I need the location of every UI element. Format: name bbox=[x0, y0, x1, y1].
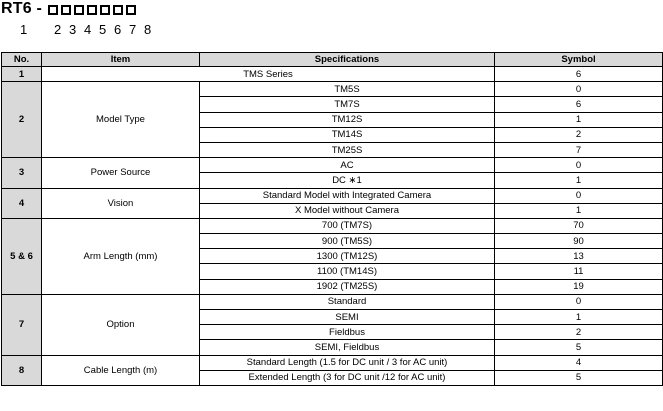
spec-cell: AC bbox=[200, 158, 495, 173]
spec-cell: Extended Length (3 for DC unit /12 for AC unit) bbox=[200, 370, 495, 385]
item-cell: Power Source bbox=[42, 158, 200, 188]
symbol-cell: 0 bbox=[495, 294, 663, 309]
spec-cell: TM14S bbox=[200, 127, 495, 142]
spec-cell: TMS Series bbox=[42, 67, 495, 82]
item-cell: Model Type bbox=[42, 82, 200, 158]
position-label: 6 bbox=[114, 22, 122, 37]
row-number: 4 bbox=[2, 188, 42, 218]
spec-table bbox=[1, 52, 663, 386]
spec-cell: 1300 (TM12S) bbox=[200, 249, 495, 264]
symbol-cell: 7 bbox=[495, 142, 663, 157]
symbol-cell: 19 bbox=[495, 279, 663, 294]
symbol-cell: 11 bbox=[495, 264, 663, 279]
model-code bbox=[1, 0, 138, 18]
symbol-cell: 0 bbox=[495, 158, 663, 173]
spec-cell: X Model without Camera bbox=[200, 203, 495, 218]
item-cell: Cable Length (m) bbox=[42, 355, 200, 385]
row-number: 3 bbox=[2, 158, 42, 188]
code-boxes bbox=[48, 5, 138, 15]
spec-cell: Standard Length (1.5 for DC unit / 3 for AC unit) bbox=[200, 355, 495, 370]
table-row bbox=[2, 82, 663, 97]
row-number: 5 & 6 bbox=[2, 218, 42, 294]
row-number: 7 bbox=[2, 294, 42, 355]
code-box bbox=[48, 5, 58, 15]
position-label: 2 bbox=[54, 22, 62, 37]
item-cell: Arm Length (mm) bbox=[42, 218, 200, 294]
column-header-specifications: Specifications bbox=[200, 53, 495, 67]
position-label: 8 bbox=[144, 22, 152, 37]
code-box bbox=[74, 5, 84, 15]
code-box bbox=[87, 5, 97, 15]
symbol-cell: 1 bbox=[495, 112, 663, 127]
table-row bbox=[2, 188, 663, 203]
table-row bbox=[2, 158, 663, 173]
table-row bbox=[2, 218, 663, 233]
symbol-cell: 6 bbox=[495, 67, 663, 82]
column-header-symbol: Symbol bbox=[495, 53, 663, 67]
column-header-no: No. bbox=[2, 53, 42, 67]
symbol-cell: 6 bbox=[495, 97, 663, 112]
symbol-cell: 5 bbox=[495, 370, 663, 385]
symbol-cell: 1 bbox=[495, 310, 663, 325]
spec-cell: 700 (TM7S) bbox=[200, 218, 495, 233]
row-number: 2 bbox=[2, 82, 42, 158]
item-cell: Vision bbox=[42, 188, 200, 218]
code-box bbox=[61, 5, 71, 15]
column-header-item: Item bbox=[42, 53, 200, 67]
symbol-cell: 4 bbox=[495, 355, 663, 370]
table-row bbox=[2, 355, 663, 370]
symbol-cell: 70 bbox=[495, 218, 663, 233]
spec-cell: 1100 (TM14S) bbox=[200, 264, 495, 279]
code-box bbox=[100, 5, 110, 15]
table-body bbox=[2, 67, 663, 386]
spec-cell: TM5S bbox=[200, 82, 495, 97]
spec-cell: 900 (TM5S) bbox=[200, 234, 495, 249]
spec-cell: Fieldbus bbox=[200, 325, 495, 340]
position-label: 3 bbox=[69, 22, 77, 37]
table-row bbox=[2, 67, 663, 82]
row-number: 8 bbox=[2, 355, 42, 385]
symbol-cell: 0 bbox=[495, 188, 663, 203]
position-label: 5 bbox=[99, 22, 107, 37]
symbol-cell: 90 bbox=[495, 234, 663, 249]
item-cell: Option bbox=[42, 294, 200, 355]
spec-cell: TM7S bbox=[200, 97, 495, 112]
symbol-cell: 13 bbox=[495, 249, 663, 264]
spec-cell: Standard Model with Integrated Camera bbox=[200, 188, 495, 203]
spec-cell: Standard bbox=[200, 294, 495, 309]
spec-cell: TM12S bbox=[200, 112, 495, 127]
symbol-cell: 5 bbox=[495, 340, 663, 355]
position-label: 7 bbox=[129, 22, 137, 37]
position-label: 4 bbox=[84, 22, 92, 37]
symbol-cell: 1 bbox=[495, 203, 663, 218]
table-header-row bbox=[2, 53, 663, 67]
spec-cell: SEMI bbox=[200, 310, 495, 325]
symbol-cell: 1 bbox=[495, 173, 663, 188]
model-prefix: RT6 - bbox=[1, 0, 42, 17]
position-label: 1 bbox=[20, 22, 28, 37]
spec-cell: TM25S bbox=[200, 142, 495, 157]
symbol-cell: 2 bbox=[495, 325, 663, 340]
spec-cell: SEMI, Fieldbus bbox=[200, 340, 495, 355]
row-number: 1 bbox=[2, 67, 42, 82]
position-labels bbox=[0, 22, 200, 36]
spec-cell: DC ∗1 bbox=[200, 173, 495, 188]
symbol-cell: 0 bbox=[495, 82, 663, 97]
symbol-cell: 2 bbox=[495, 127, 663, 142]
code-box bbox=[113, 5, 123, 15]
code-box bbox=[126, 5, 136, 15]
table-row bbox=[2, 294, 663, 309]
spec-cell: 1902 (TM25S) bbox=[200, 279, 495, 294]
